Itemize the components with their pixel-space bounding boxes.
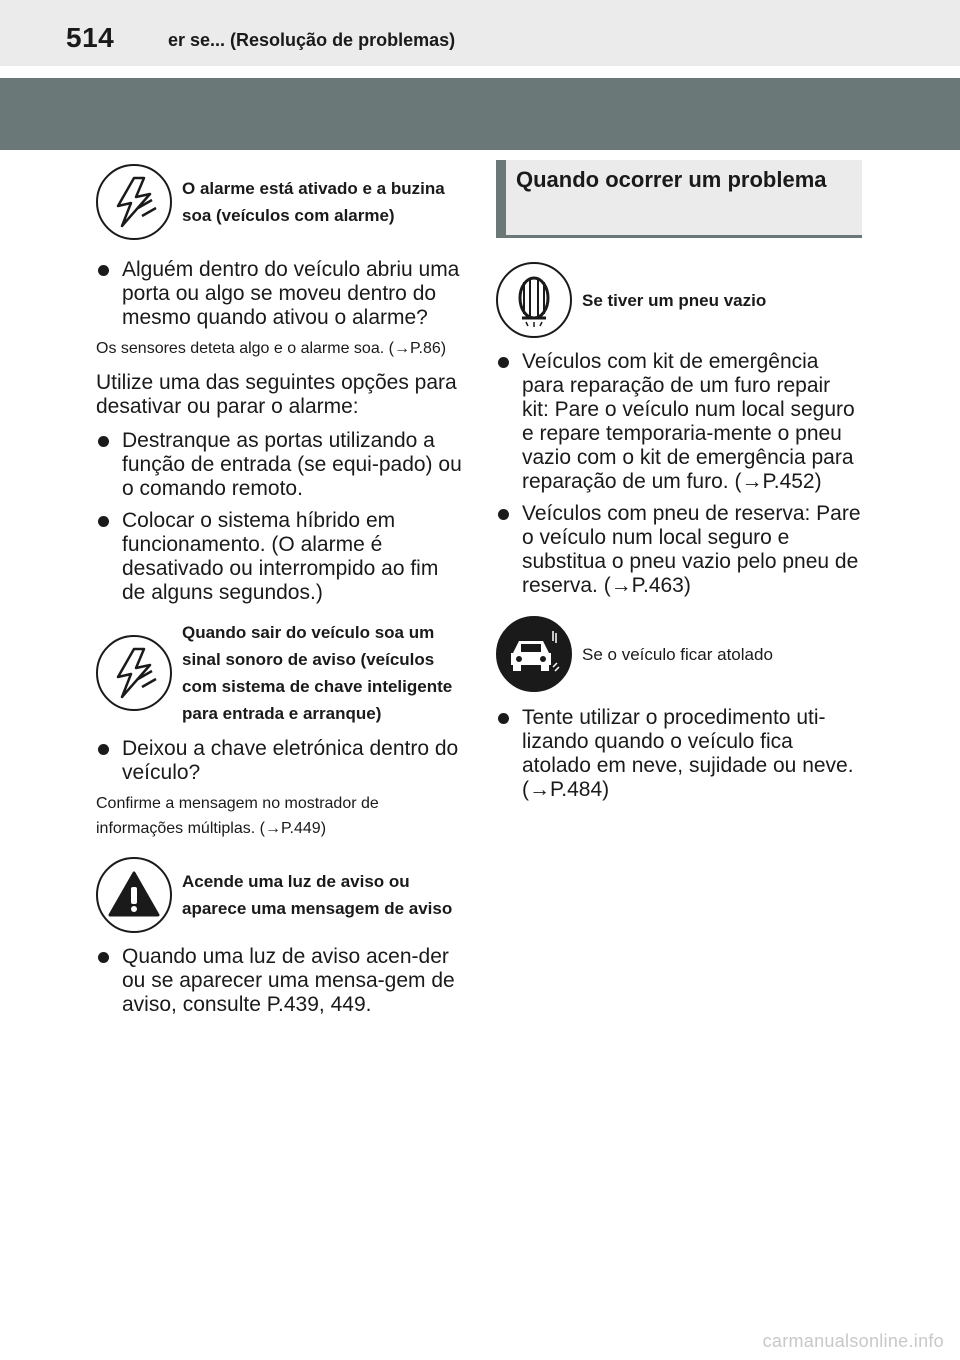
alarm-bullet: Alguém dentro do veículo abriu uma porta ou algo se moveu dentro do mesmo quando ativou o alarme? (96, 258, 462, 330)
buzzer-heading: Quando sair do veículo soa um sinal sonoro de aviso (veículos com sistema de chave inteligente para entrada e arranque) (182, 623, 453, 723)
stuck-car-icon (496, 616, 572, 692)
alarm-option-1: Destranque as portas utilizando a função de entrada (se equi-pado) ou o comando remoto. (96, 429, 462, 501)
stuck-heading: Se o veículo ficar atolado (582, 644, 773, 664)
left-column (96, 160, 462, 1017)
section-title: Quando ocorrer um problema (516, 167, 827, 192)
buzzer-bullet: Deixou a chave eletrónica dentro do veículo? (96, 737, 462, 785)
header-band (0, 78, 960, 150)
flat-bullet-1: Veículos com kit de emergência para reparação de um furo repair kit: Pare o veículo num local seguro e repare temporaria-mente o pneu vazio com o kit de emergência para reparação de um furo. (→P.452) (496, 350, 862, 494)
flat-tire-icon (496, 262, 572, 338)
buzzer-note: Confirme a mensagem no mostrador de informações múltiplas. (→P.449) (96, 795, 379, 837)
stuck-heading-row (496, 616, 862, 692)
alarm-heading-row (96, 160, 462, 244)
warning-heading-row (96, 857, 462, 933)
alarm-paragraph: Utilize uma das seguintes opções para desativar ou parar o alarme: (96, 371, 457, 418)
buzzer-heading-row (96, 619, 462, 727)
warning-bullet: Quando uma luz de aviso acen-der ou se aparecer uma mensa-gem de aviso, consulte P.439, 449. (96, 945, 462, 1017)
alarm-option-2: Colocar o sistema híbrido em funcionamento. (O alarme é desativado ou interrompido ao fim de alguns segundos.) (96, 509, 462, 605)
stuck-bullet: Tente utilizar o procedimento uti-lizando quando o veículo fica atolado em neve, sujidade ou neve. (→P.484) (496, 706, 862, 802)
page-header (0, 0, 960, 66)
section-heading-box (496, 160, 862, 238)
watermark: carmanualsonline.info (762, 1331, 944, 1351)
running-head: er se... (Resolução de problemas) (168, 30, 456, 50)
lightning-bolt-icon (96, 635, 172, 711)
warning-heading: Acende uma luz de aviso ou aparece uma mensagem de aviso (182, 872, 453, 918)
page-number: 514 (66, 22, 115, 53)
flat-bullet-2: Veículos com pneu de reserva: Pare o veículo num local seguro e substitua o pneu vazio pelo pneu de reserva. (→P.463) (496, 502, 862, 598)
alarm-note: Os sensores deteta algo e o alarme soa. (→P.86) (96, 340, 447, 357)
right-column (496, 160, 862, 802)
flat-tire-heading: Se tiver um pneu vazio (582, 290, 767, 310)
alarm-heading: O alarme está ativado e a buzina soa (veículos com alarme) (182, 179, 445, 225)
flat-heading-row (496, 262, 862, 338)
exclamation-triangle-icon (96, 857, 172, 933)
lightning-bolt-icon (96, 164, 172, 240)
